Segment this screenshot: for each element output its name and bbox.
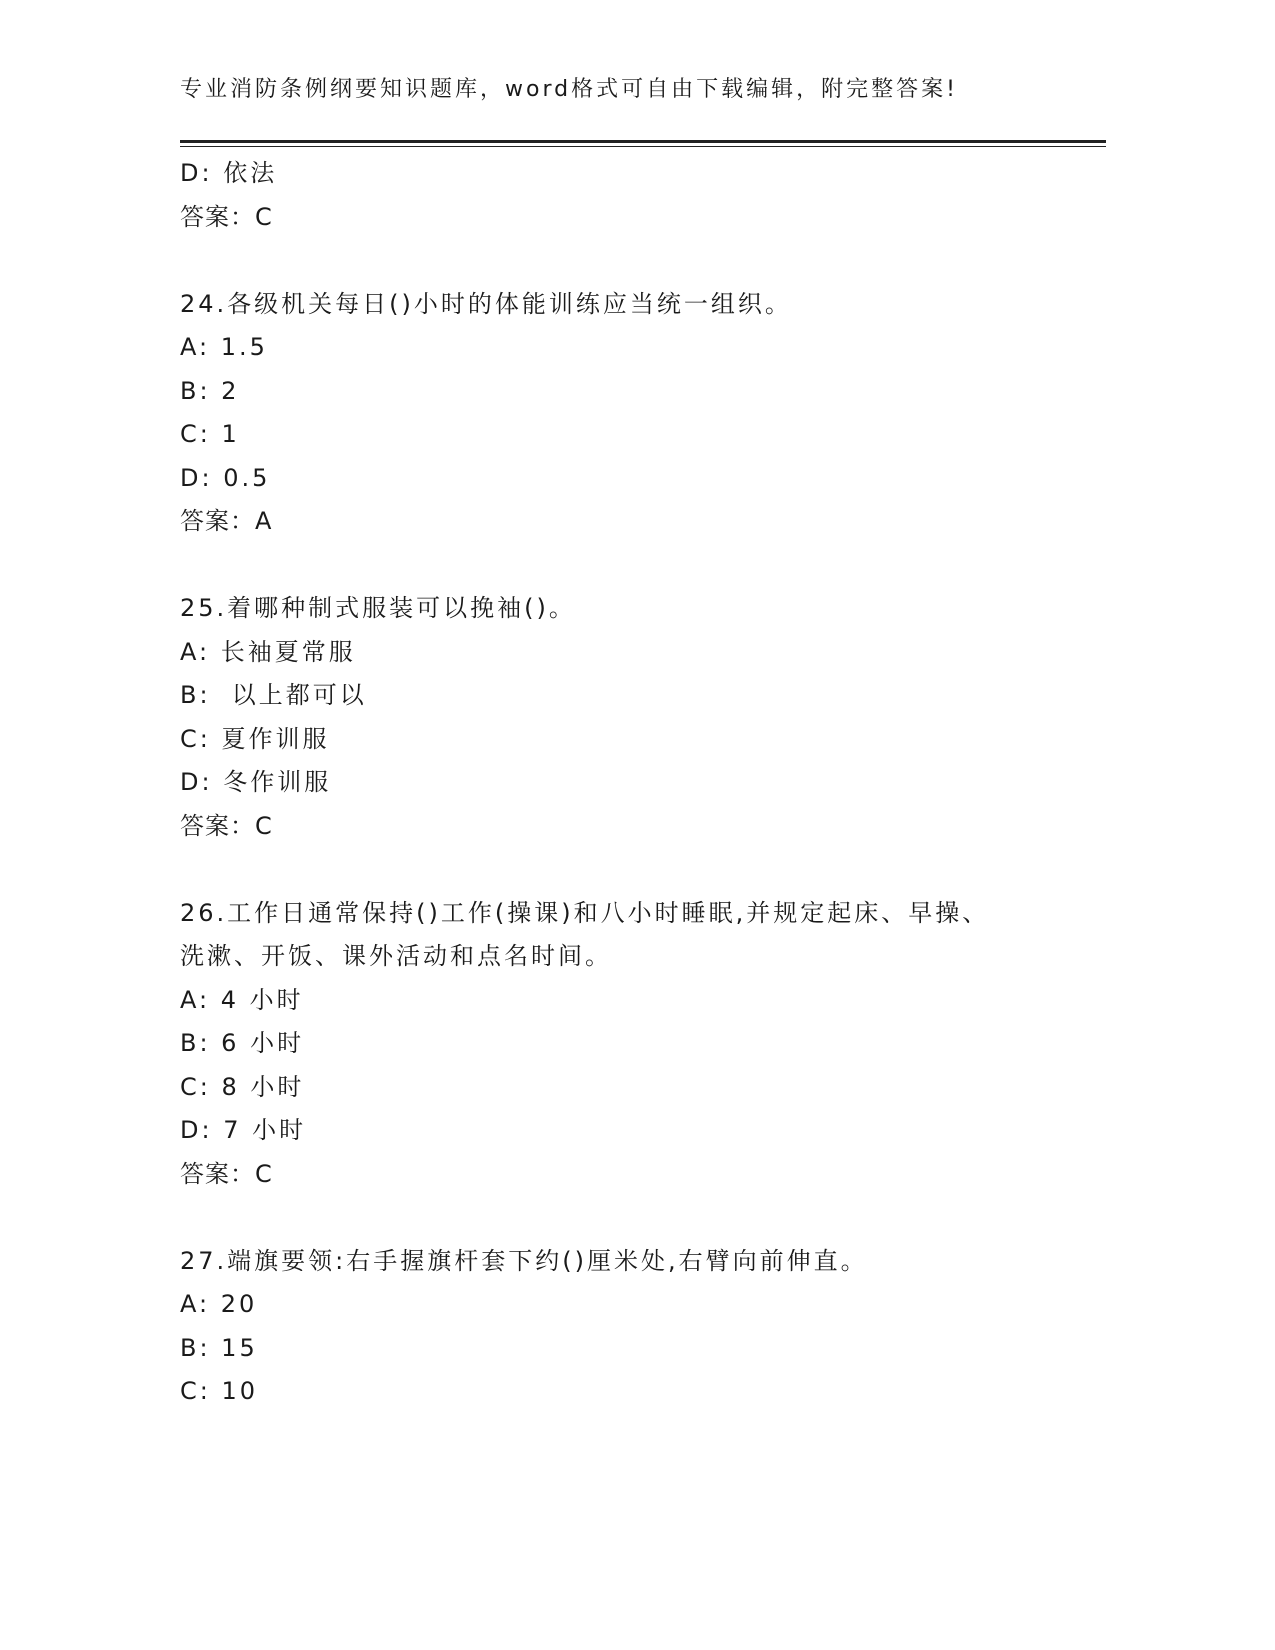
spacer (180, 544, 1106, 588)
question-25-text: 25.着哪种制式服装可以挽袖()。 (180, 594, 576, 622)
option-c: C: 夏作训服 (180, 724, 330, 753)
option-a: A: 4 小时 (180, 985, 304, 1014)
option-c: C: 1 (180, 420, 240, 448)
question-26-text-line2: 洗漱、开饭、课外活动和点名时间。 (180, 942, 612, 970)
option-c: C: 8 小时 (180, 1072, 305, 1101)
option-d: D: 7 小时 (180, 1116, 307, 1144)
option-b: B: 6 小时 (180, 1029, 305, 1057)
answer-line: 答案：C (180, 202, 273, 231)
option-b: B: 2 (180, 376, 240, 405)
question-26-text-line1: 26.工作日通常保持()工作(操课)和八小时睡眠,并规定起床、早操、 (180, 898, 990, 927)
spacer (180, 1196, 1106, 1240)
question-27-text: 27.端旗要领:右手握旗杆套下约()厘米处,右臂向前伸直。 (180, 1246, 868, 1275)
option-a: A: 20 (180, 1290, 258, 1318)
answer-line: 答案：A (180, 507, 273, 535)
option-a: A: 1.5 (180, 333, 268, 361)
option-b: B: 以上都可以 (180, 681, 367, 709)
option-d: D: 冬作训服 (180, 768, 332, 796)
header-rule-thin (180, 146, 1106, 147)
answer-line: 答案：C (180, 811, 273, 840)
question-list (180, 152, 1106, 1414)
option-c: C: 10 (180, 1377, 259, 1405)
answer-line: 答案：C (180, 1159, 273, 1188)
header-rule-thick (180, 140, 1106, 143)
question-24-text: 24.各级机关每日()小时的体能训练应当统一组织。 (180, 289, 792, 318)
option-d: D: 依法 (180, 159, 278, 187)
page-header-text: 专业消防条例纲要知识题库，word格式可自由下载编辑，附完整答案! (180, 77, 958, 102)
option-a: A: 长袖夏常服 (180, 637, 356, 666)
spacer (180, 848, 1106, 892)
spacer (180, 239, 1106, 283)
option-d: D: 0.5 (180, 463, 271, 492)
option-b: B: 15 (180, 1333, 258, 1362)
